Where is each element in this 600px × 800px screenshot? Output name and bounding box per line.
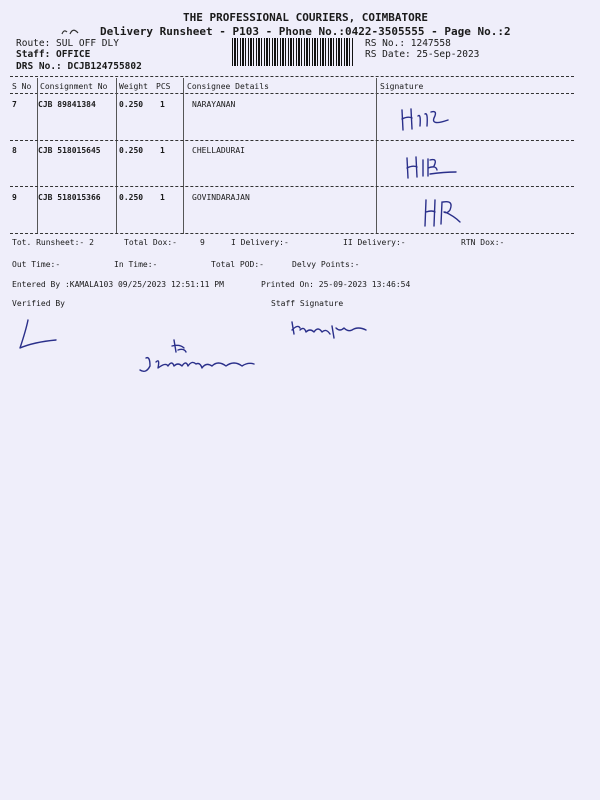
col-header-weight: Weight [119,82,148,91]
company-title: THE PROFESSIONAL COURIERS, COIMBATORE [183,11,429,24]
entered-by: Entered By :KAMALA103 09/25/2023 12:51:11 PM [12,280,224,289]
row-sno: 9 [12,193,17,202]
printed-on: Printed On: 25-09-2023 13:46:54 [261,280,411,289]
row-sno: 8 [12,146,17,155]
col-header-signature: Signature [380,82,424,91]
col-header-pcs: PCS [156,82,171,91]
row-pcs: 1 [160,100,165,109]
table-bottom-rule [10,233,574,234]
total-pod: Total POD:- [211,260,264,269]
row-signature [420,196,480,228]
row-consignment: CJB 518015645 [38,146,101,155]
ii-delivery: II Delivery:- [343,238,406,247]
staff-signature [288,318,372,340]
row-consignment: CJB 518015366 [38,193,101,202]
row-rule [10,140,574,141]
route-text: Route: SUL OFF DLY [16,38,119,49]
delvy-points: Delvy Points:- [292,260,360,269]
row-consignee: NARAYANAN [192,100,236,109]
table-top-rule [10,76,574,77]
tot-runsheet: Tot. Runsheet:- 2 [12,238,94,247]
barcode-image [232,38,354,66]
row-consignment: CJB 89841384 [38,100,96,109]
staff-text: Staff: OFFICE [16,49,91,60]
runsheet-subtitle: Delivery Runsheet - P103 - Phone No.:0422-3505555 - Page No.:2 [100,25,511,38]
row-sno: 7 [12,100,17,109]
row-consignee: GOVINDARAJAN [192,193,250,202]
rs-date: RS Date: 25-Sep-2023 [365,49,480,60]
row-weight: 0.250 [119,146,144,155]
verified-by: Verified By [12,299,65,308]
row-signature [398,104,458,132]
col-header-sno: S No [12,82,32,91]
row-weight: 0.250 [119,100,144,109]
col-header-consignee: Consignee Details [187,82,269,91]
col-divider [376,78,377,234]
row-pcs: 1 [160,193,165,202]
row-pcs: 1 [160,146,165,155]
col-header-consignment: Consignment No [40,82,108,91]
drs-number: DRS No.: DCJB124755802 [16,61,142,72]
total-dox-value: 9 [200,238,205,247]
in-time: In Time:- [114,260,158,269]
row-rule [10,186,574,187]
out-time: Out Time:- [12,260,61,269]
i-delivery: I Delivery:- [231,238,289,247]
rs-number: RS No.: 1247558 [365,38,451,49]
verified-signature [16,318,66,352]
col-divider [183,78,184,234]
row-consignee: CHELLADURAI [192,146,245,155]
company-logo-icon [60,26,80,36]
row-signature [404,152,464,180]
staff-signature-label: Staff Signature [271,299,344,308]
col-divider [116,78,117,234]
manager-signature [136,336,266,378]
row-weight: 0.250 [119,193,144,202]
table-header-rule [10,93,574,94]
rtn-dox: RTN Dox:- [461,238,505,247]
total-dox-label: Total Dox:- [124,238,177,247]
